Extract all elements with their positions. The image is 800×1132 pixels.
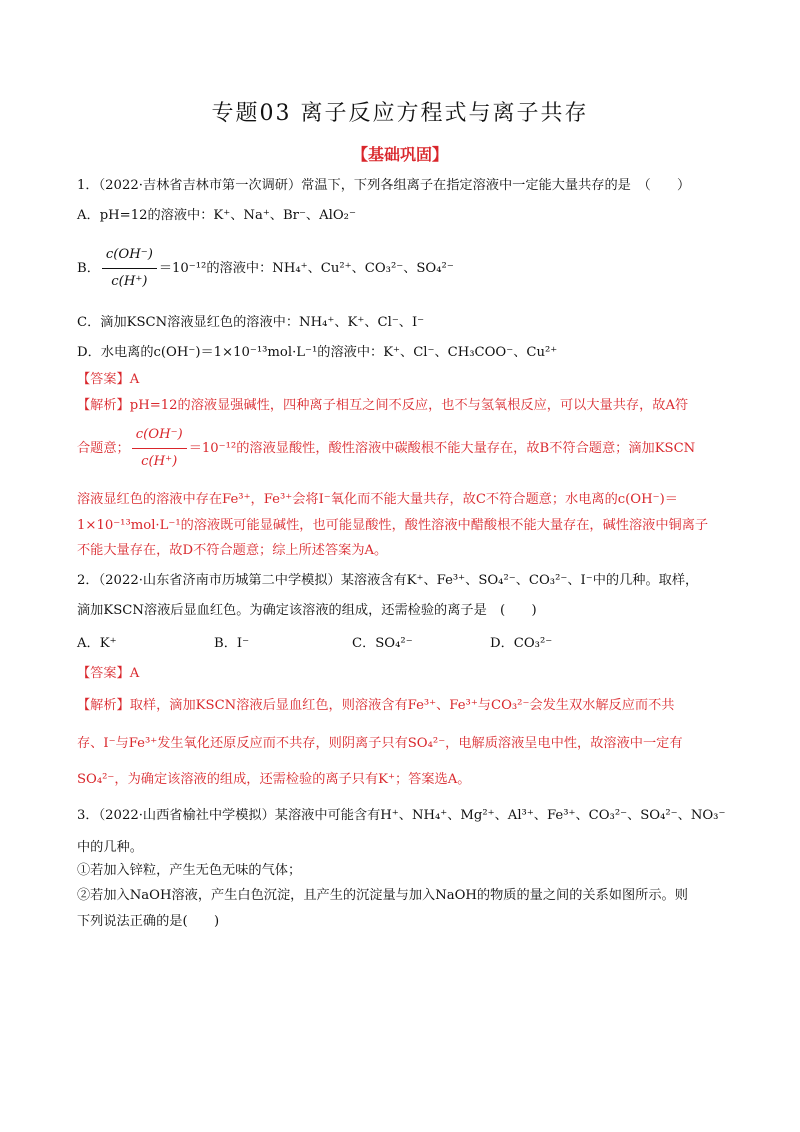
q1-explanation-line-4: 1×10⁻¹³mol·L⁻¹的溶液既可能显碱性，也可能显酸性，酸性溶液中醋酸根不能大量存在，碱性溶液中铜离子 — [77, 518, 709, 533]
q1-option-b-text: ＝10⁻¹²的溶液中：NH₄⁺、Cu²⁺、CO₃²⁻、SO₄²⁻ — [158, 261, 454, 276]
q2-option-c: C．SO₄²⁻ — [352, 636, 413, 651]
q3-stem-line-2: 中的几种。 — [77, 840, 143, 855]
q1-explanation-line-2 — [77, 424, 695, 473]
q2-explanation-line-2: 存、I⁻与Fe³⁺发生氧化还原反应而不共存，则阴离子只有SO₄²⁻，电解质溶液呈电中性，故溶液中一定有 — [77, 736, 683, 751]
q1-option-b — [77, 244, 454, 293]
q2-answer: 【答案】A — [77, 666, 140, 681]
q1-explanation-text: ＝10⁻¹²的溶液显酸性，酸性溶液中碳酸根不能大量存在，故B不符合题意；滴加KSCN — [188, 441, 696, 456]
q1-explanation-numerator: c(OH⁻) — [132, 424, 187, 449]
q1-option-b-label: B． — [77, 261, 100, 276]
q1-stem: 1．（2022·吉林省吉林市第一次调研）常温下，下列各组离子在指定溶液中一定能大量共存的是 （ ） — [77, 178, 691, 193]
q2-option-b: B．I⁻ — [214, 636, 250, 651]
q2-explanation-line-1: 【解析】取样，滴加KSCN溶液后显血红色，则溶液含有Fe³⁺、Fe³⁺与CO₃²⁻会发生双水解反应而不共 — [77, 698, 675, 713]
q1-option-a: A．pH=12的溶液中：K⁺、Na⁺、Br⁻、AlO₂⁻ — [77, 208, 356, 223]
q1-explanation-denominator: c(H⁺) — [141, 454, 178, 469]
q1-explanation-prefix: 合题意； — [77, 441, 130, 456]
q2-explanation-line-3: SO₄²⁻，为确定该溶液的组成，还需检验的离子只有K⁺；答案选A。 — [77, 772, 471, 787]
q2-stem-line-1: 2．（2022·山东省济南市历城第二中学模拟）某溶液含有K⁺、Fe³⁺、SO₄²⁻、CO₃²⁻、I⁻中的几种。取样， — [77, 573, 699, 588]
q1-option-d: D．水电离的c(OH⁻)＝1×10⁻¹³mol·L⁻¹的溶液中：K⁺、Cl⁻、CH₃COO⁻、Cu²⁺ — [77, 345, 558, 360]
section-heading: 【基础巩固】 — [351, 145, 448, 164]
q1-explanation-fraction — [132, 424, 187, 473]
q1-explanation-line-1: 【解析】pH=12的溶液显强碱性，四种离子相互之间不反应，也不与氢氧根反应，可以大量共存，故A符 — [77, 398, 689, 413]
q1-answer: 【答案】A — [77, 372, 140, 387]
q1-explanation-line-5: 不能大量存在，故D不符合题意；综上所述答案为A。 — [77, 543, 388, 558]
q2-stem-line-2: 滴加KSCN溶液后显血红色。为确定该溶液的组成，还需检验的离子是 ( ) — [77, 603, 537, 618]
page-title: 专题03 离子反应方程式与离子共存 — [211, 101, 589, 126]
q1-option-b-numerator: c(OH⁻) — [102, 244, 157, 269]
q1-explanation-line-3: 溶液显红色的溶液中存在Fe³⁺，Fe³⁺会将I⁻氧化而不能大量共存，故C不符合题意；水电离的c(OH⁻)＝ — [77, 492, 678, 507]
q3-item-2-line-2: 下列说法正确的是( ) — [77, 914, 220, 929]
q3-stem-line-1: 3．（2022·山西省榆社中学模拟）某溶液中可能含有H⁺、NH₄⁺、Mg²⁺、Al³⁺、Fe³⁺、CO₃²⁻、SO₄²⁻、NO₃⁻ — [77, 808, 726, 823]
q3-item-2-line-1: ②若加入NaOH溶液，产生白色沉淀，且产生的沉淀量与加入NaOH的物质的量之间的关系如图所示。则 — [77, 888, 688, 903]
q2-option-d: D．CO₃²⁻ — [490, 636, 553, 651]
q2-option-a: A．K⁺ — [77, 636, 117, 651]
q1-option-c: C．滴加KSCN溶液显红色的溶液中：NH₄⁺、K⁺、Cl⁻、I⁻ — [77, 315, 425, 330]
q3-item-1: ①若加入锌粒，产生无色无味的气体； — [77, 863, 302, 878]
q1-option-b-denominator: c(H⁺) — [111, 274, 148, 289]
q1-option-b-fraction — [102, 244, 157, 293]
